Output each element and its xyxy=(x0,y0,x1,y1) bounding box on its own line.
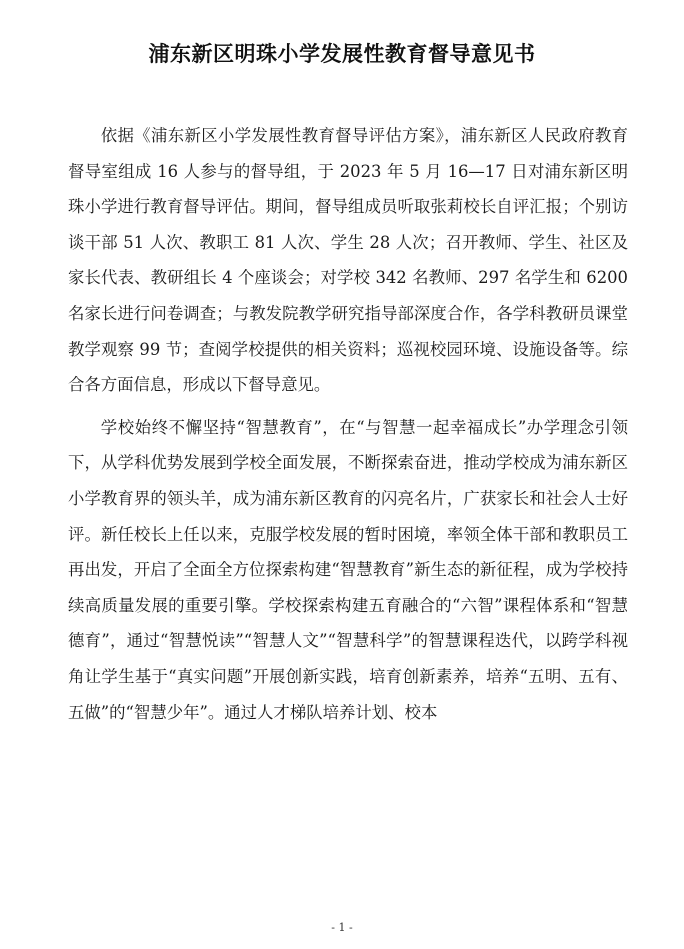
paragraph-school-overview: 学校始终不懈坚持“智慧教育”，在“与智慧一起幸福成长”办学理念引领下，从学科优势发展到学校全面发展，不断探索奋进，推动学校成为浦东新区小学教育界的领头羊，成为浦东新区教育的闪亮名片，广获家长和社会人士好评。新任校长上任以来，克服学校发展的暂时困境，率领全体干部和教职员工再出发，开启了全面全方位探索构建“智慧教育”新生态的新征程，成为学校持续高质量发展的重要引擎。学校探索构建五育融合的“六智”课程体系和“智慧德育”，通过“智慧悦读”“智慧人文”“智慧科学”的智慧课程迭代，以跨学科视角让学生基于“真实问题”开展创新实践，培育创新素养，培养“五明、五有、五做”的“智慧少年”。通过人才梯队培养计划、校本 xyxy=(68,417,628,722)
paragraph-supervision-basis: 依据《浦东新区小学发展性教育督导评估方案》，浦东新区人民政府教育督导室组成 16 人参与的督导组，于 2023 年 5 月 16—17 日对浦东新区明珠小学进行教育督导评估。期间，督导组成员听取张莉校长自评汇报；个别访谈干部 51 人次、教职工 81 人次、学生 28 人次；召开教师、学生、社区及家长代表、教研组长 4 个座谈会；对学校 342 名教师、297 名学生和 6200 名家长进行问卷调查；与教发院教学研究指导部深度合作，各学科教研员课堂教学观察 99 节；查阅学校提供的相关资料；巡视校园环境、设施设备等。综合各方面信息，形成以下督导意见。 xyxy=(68,126,628,395)
page-number: - 1 - xyxy=(331,921,353,934)
document-body xyxy=(68,118,628,737)
document-title: 浦东新区明珠小学发展性教育督导意见书 xyxy=(148,42,536,66)
